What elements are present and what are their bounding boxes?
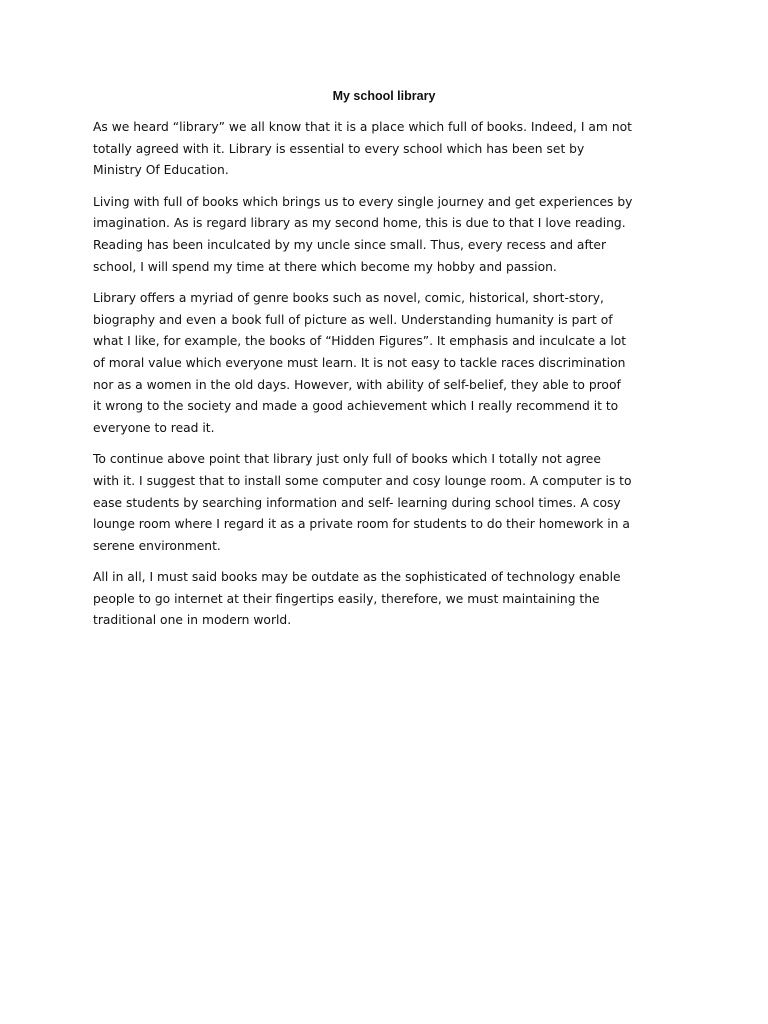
- text-line: biography and even a book full of picture as well. Understanding humanity is part of: [93, 312, 613, 327]
- text-line: serene environment.: [93, 538, 221, 553]
- paragraph: [93, 288, 683, 439]
- text-line: Reading has been inculcated by my uncle since small. Thus, every recess and after: [93, 237, 607, 252]
- text-line: All in all, I must said books may be outdate as the sophisticated of technology enable: [93, 570, 621, 585]
- paragraph: [93, 117, 683, 182]
- text-line: Living with full of books which brings us to every single journey and get experiences by: [93, 194, 633, 209]
- text-line: of moral value which everyone must learn. It is not easy to tackle races discrimination: [93, 355, 626, 370]
- text-line: imagination. As is regard library as my second home, this is due to that I love reading.: [93, 216, 626, 231]
- paragraph: [93, 449, 683, 557]
- text-line: totally agreed with it. Library is essential to every school which has been set by: [93, 141, 585, 156]
- document-title: My school library: [332, 89, 436, 103]
- text-line: everyone to read it.: [93, 420, 215, 435]
- text-line: it wrong to the society and made a good achievement which I really recommend it to: [93, 399, 619, 414]
- text-line: school, I will spend my time at there which become my hobby and passion.: [93, 259, 557, 274]
- text-line: people to go internet at their fingertips easily, therefore, we must maintaining the: [93, 591, 600, 606]
- text-line: ease students by searching information and self- learning during school times. A cosy: [93, 495, 621, 510]
- text-line: As we heard “library” we all know that it is a place which full of books. Indeed, I am not: [93, 120, 632, 134]
- text-line: nor as a women in the old days. However, with ability of self-belief, they able to proof: [93, 377, 621, 392]
- text-line: lounge room where I regard it as a private room for students to do their homework in a: [93, 517, 630, 532]
- text-line: Ministry Of Education.: [93, 163, 229, 178]
- text-line: Library offers a myriad of genre books such as novel, comic, historical, short-story,: [93, 291, 604, 306]
- text-line: traditional one in modern world.: [93, 613, 292, 628]
- text-line: To continue above point that library just only full of books which I totally not agree: [93, 452, 601, 467]
- text-line: with it. I suggest that to install some computer and cosy lounge room. A computer is to: [93, 473, 632, 488]
- paragraph: [93, 567, 683, 632]
- document-body: [93, 117, 683, 642]
- text-line: what I like, for example, the books of “Hidden Figures”. It emphasis and inculcate a lot: [93, 334, 627, 349]
- paragraph: [93, 192, 683, 278]
